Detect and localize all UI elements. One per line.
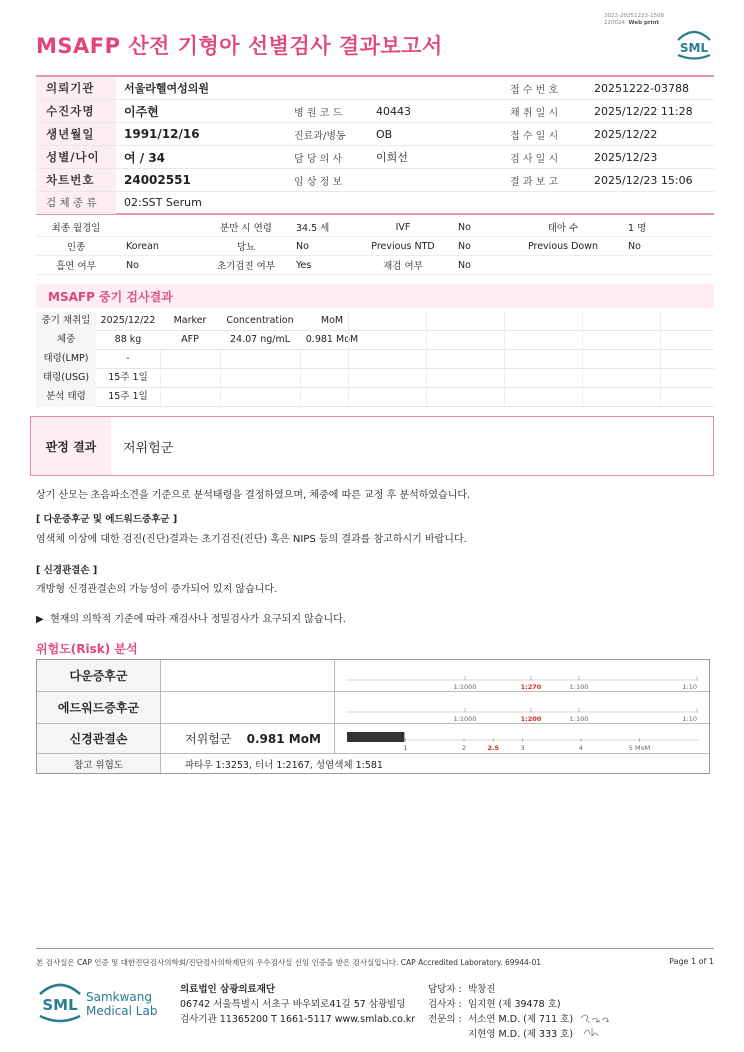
note-ntd-text: 개방형 신경관결손의 가능성이 증가되어 있지 않습니다. <box>36 584 278 595</box>
clinical-row <box>36 218 714 237</box>
top-meta-line1: 3022-20251223-1508 <box>604 13 664 19</box>
empty-grid-cell <box>660 350 714 368</box>
info-row <box>36 100 714 123</box>
clinical-value: Yes <box>296 259 312 271</box>
midterm-value: 24.07 ng/mL <box>229 333 290 345</box>
clinical-row <box>36 256 714 275</box>
info-label: 담 당 의 사 <box>294 153 343 165</box>
midterm-result-table <box>36 312 364 407</box>
staff-line <box>428 1027 573 1042</box>
risk-label-ref: 참고 위험도 <box>37 754 161 773</box>
empty-grid-cell <box>426 369 504 387</box>
ntd-mom: 0.981 MoM <box>246 731 321 746</box>
midterm-value <box>160 369 220 388</box>
scale-tick-label: 1:1000 <box>453 715 477 723</box>
footer-logo-text: SML <box>42 996 78 1014</box>
info-label: 의뢰기관 <box>36 77 116 99</box>
footer-staff <box>428 982 573 1042</box>
empty-grid <box>348 312 714 407</box>
empty-grid-cell <box>426 331 504 349</box>
scale-tick-label: 1:100 <box>569 683 589 691</box>
midterm-value: Marker <box>173 314 207 326</box>
info-row <box>36 146 714 169</box>
clinical-value: No <box>458 259 471 271</box>
footer-org <box>180 982 415 1027</box>
scale-tick-label: 3 <box>520 744 525 752</box>
empty-grid-row <box>348 350 714 369</box>
empty-grid-cell <box>660 388 714 406</box>
risk-label-down: 다운증후군 <box>37 660 161 691</box>
empty-grid-cell <box>582 369 660 387</box>
web-print-label: Web print <box>628 20 660 26</box>
empty-grid-cell <box>348 350 426 368</box>
clinical-label: Previous NTD <box>371 240 435 252</box>
staff-role: 전문의 : <box>428 1014 462 1025</box>
brand-line1: Samkwang <box>86 990 152 1004</box>
org-name: 의료법인 삼광의료재단 <box>180 984 276 995</box>
note-down-title: [ 다운증후군 및 에드워드증후군 ] <box>36 514 178 525</box>
info-label: 접 수 번 호 <box>510 84 559 96</box>
scale-tick-label: 4 <box>578 744 584 752</box>
clinical-label: 당뇨 <box>236 242 256 253</box>
midterm-value: 0.981 MoM <box>305 333 359 345</box>
staff-name: 서소연 M.D. (제 711 호) <box>468 1014 574 1025</box>
ntd-result: 저위험군 <box>185 732 232 746</box>
midterm-label: 태령(USG) <box>36 369 96 388</box>
clinical-value: No <box>296 240 309 252</box>
risk-row-edwards <box>37 692 709 724</box>
staff-line <box>428 982 573 997</box>
note-ntd-title: [ 신경관결손 ] <box>36 565 98 576</box>
empty-grid-cell <box>348 312 426 330</box>
clinical-value: No <box>458 240 471 252</box>
accreditation-note: 본 검사실은 CAP 인증 및 대한진단검사의학회/진단검사의학재단의 우수검사실 신임 인증을 받은 검사실입니다. CAP Accredited Laboratory. 69944-01 <box>36 958 542 967</box>
risk-result-edwards <box>161 692 335 723</box>
clinical-row <box>36 237 714 256</box>
staff-line <box>428 1012 573 1027</box>
judgment-box <box>30 416 714 476</box>
info-value: 2025/12/22 11:28 <box>594 104 693 118</box>
empty-grid-cell <box>426 312 504 330</box>
midterm-label: 체중 <box>36 331 96 350</box>
info-value: 이희선 <box>376 151 408 164</box>
midterm-value: 88 kg <box>114 333 142 345</box>
empty-grid-cell <box>504 388 582 406</box>
midterm-value: - <box>126 352 130 364</box>
page-number: Page 1 of 1 <box>669 957 714 966</box>
empty-grid-cell <box>582 312 660 330</box>
scale-tick-label: 5 MoM <box>628 744 651 752</box>
midterm-value <box>160 350 220 369</box>
sml-logo-icon <box>675 28 713 60</box>
midterm-value <box>220 369 300 388</box>
midterm-row <box>36 369 364 388</box>
footer-divider <box>36 948 714 949</box>
empty-grid-cell <box>348 369 426 387</box>
info-row <box>36 77 714 100</box>
midterm-value <box>160 388 220 407</box>
risk-row-down <box>37 660 709 692</box>
info-value: 1991/12/16 <box>124 127 200 141</box>
arrow-icon: ▶ <box>36 614 44 625</box>
info-value: 24002551 <box>124 173 191 187</box>
risk-row-ntd <box>37 724 709 754</box>
judgment-value: 저위험군 <box>123 440 174 456</box>
info-value: 2025/12/23 15:06 <box>594 173 693 187</box>
info-label: 병 원 코 드 <box>294 107 343 119</box>
info-value: OB <box>376 127 393 141</box>
midterm-value: 15주 1일 <box>108 390 148 402</box>
empty-grid-cell <box>660 312 714 330</box>
risk-label-ntd: 신경관결손 <box>37 724 161 753</box>
specimen-value: 02:SST Serum <box>124 196 202 209</box>
org-address: 06742 서울특별시 서초구 바우뫼로41길 57 삼광빌딩 <box>180 999 406 1010</box>
staff-name: 임지현 (제 39478 호) <box>468 999 561 1010</box>
info-row <box>36 123 714 146</box>
staff-role: 담당자 : <box>428 984 462 995</box>
empty-grid-row <box>348 331 714 350</box>
info-label: 임 상 정 보 <box>294 176 343 188</box>
info-row <box>36 169 714 192</box>
staff-line <box>428 997 573 1012</box>
info-value: 이주현 <box>124 104 159 119</box>
midterm-value <box>220 350 300 369</box>
clinical-label: 인종 <box>66 242 86 253</box>
midterm-row <box>36 350 364 369</box>
info-value: 40443 <box>376 104 411 118</box>
footer-brand <box>86 990 157 1018</box>
risk-title: 위험도(Risk) 분석 <box>36 642 138 656</box>
brand-line2: Medical Lab <box>86 1004 158 1018</box>
scale-tick-label: 1:1000 <box>453 683 477 691</box>
clinical-label: 흡연 여부 <box>56 261 96 272</box>
info-label: 결 과 보 고 <box>510 176 559 188</box>
scale-tick-label: 2.5 <box>487 744 500 752</box>
info-label: 접 수 일 시 <box>510 130 559 142</box>
top-meta <box>604 13 664 27</box>
clinical-label: 최종 월경일 <box>51 223 101 234</box>
scale-tick-label: 1:200 <box>520 715 542 723</box>
note-conclusion <box>36 610 346 625</box>
empty-grid-cell <box>504 369 582 387</box>
clinical-label: 분만 시 연령 <box>220 223 272 234</box>
empty-grid-cell <box>426 350 504 368</box>
clinical-label: Previous Down <box>527 240 599 252</box>
clinical-label: 초기검진 여부 <box>216 261 276 272</box>
empty-grid-row <box>348 388 714 407</box>
info-label: 검 사 일 시 <box>510 153 559 165</box>
info-label: 차트번호 <box>36 169 116 191</box>
info-label: 생년월일 <box>36 123 116 145</box>
empty-grid-cell <box>660 369 714 387</box>
empty-grid-cell <box>348 331 426 349</box>
empty-grid-cell <box>348 388 426 406</box>
clinical-value: 34.5 세 <box>296 223 330 234</box>
risk-label-edwards: 에드워드증후군 <box>37 692 161 723</box>
midterm-label: 중기 채취일 <box>36 312 96 331</box>
info-value: 20251222-03788 <box>594 81 689 95</box>
clinical-value: No <box>126 259 139 271</box>
judgment-label: 판정 결과 <box>31 417 111 475</box>
svg-text:SML: SML <box>679 41 709 55</box>
specimen-row <box>36 192 714 215</box>
clinical-label: 재검 여부 <box>383 261 423 272</box>
risk-row-ref <box>37 754 709 773</box>
info-value: 2025/12/22 <box>594 127 658 141</box>
empty-grid-cell <box>504 312 582 330</box>
staff-name: 박창진 <box>468 984 496 995</box>
empty-grid-cell <box>504 331 582 349</box>
section-title: MSAFP 중기 검사결과 <box>36 284 714 308</box>
risk-ref-value: 파타우 1:3253, 터너 1:2167, 성염색체 1:581 <box>185 759 383 771</box>
signature-icon <box>578 1010 618 1040</box>
staff-role: 검사자 : <box>428 999 462 1010</box>
clinical-value: No <box>628 240 641 252</box>
info-label: 진료과/병동 <box>294 130 346 142</box>
midterm-value <box>220 388 300 407</box>
midterm-label: 태령(LMP) <box>36 350 96 369</box>
risk-scale-down <box>335 660 709 691</box>
scale-tick-label: 2 <box>461 744 467 752</box>
staff-name: 지현영 M.D. (제 333 호) <box>468 1029 574 1040</box>
midterm-label: 분석 태령 <box>36 388 96 407</box>
empty-grid-row <box>348 369 714 388</box>
midterm-value: MoM <box>320 314 344 326</box>
empty-grid-cell <box>504 350 582 368</box>
top-meta-id: 220024 <box>604 20 625 26</box>
scale-tick-label: 1 <box>403 744 408 752</box>
risk-scale-edwards <box>335 692 709 723</box>
empty-grid-cell <box>582 350 660 368</box>
specimen-label: 검 체 종 류 <box>36 192 116 214</box>
empty-grid-cell <box>660 331 714 349</box>
patient-info-table <box>36 75 714 192</box>
midterm-row <box>36 331 364 350</box>
empty-grid-cell <box>582 388 660 406</box>
clinical-info-table <box>36 218 714 275</box>
midterm-row <box>36 312 364 331</box>
risk-result-down <box>161 660 335 691</box>
org-contact: 검사기관 11365200 T 1661-5117 www.smlab.co.kr <box>180 1014 416 1025</box>
risk-table <box>36 659 710 774</box>
clinical-value: 1 명 <box>628 223 647 234</box>
note-analysis: 상기 산모는 초음파소견을 기준으로 분석태령을 결정하였으며, 체중에 따른 교정 후 분석하였습니다. <box>36 490 471 501</box>
info-value: 서울라헬여성의원 <box>124 82 210 95</box>
empty-grid-row <box>348 312 714 331</box>
clinical-value: No <box>458 221 471 233</box>
midterm-value: AFP <box>181 333 199 345</box>
risk-scale-ntd <box>335 724 709 753</box>
clinical-label: 태아 수 <box>547 223 579 234</box>
scale-tick-label: 1:270 <box>520 683 542 691</box>
report-title: MSAFP 산전 기형아 선별검사 결과보고서 <box>36 34 443 58</box>
empty-grid-cell <box>582 331 660 349</box>
risk-result-ntd <box>161 724 335 753</box>
footer-sml-logo-icon <box>36 980 84 1024</box>
info-label: 성별/나이 <box>36 146 116 168</box>
info-value: 2025/12/23 <box>594 150 658 164</box>
info-label: 채 취 일 시 <box>510 107 559 119</box>
clinical-label: IVF <box>395 221 411 233</box>
scale-tick-label: 1:10 <box>682 683 697 691</box>
mom-bar <box>347 732 404 742</box>
scale-tick-label: 1:10 <box>682 715 697 723</box>
clinical-value: Korean <box>126 240 159 252</box>
note-conclusion-text: 현재의 의학적 기준에 따라 재검사나 정밀검사가 요구되지 않습니다. <box>50 614 346 625</box>
scale-tick-label: 1:100 <box>569 715 589 723</box>
info-value: 여 / 34 <box>124 150 166 165</box>
midterm-value: 15주 1일 <box>108 371 148 383</box>
info-label: 수진자명 <box>36 100 116 122</box>
note-down-text: 염색체 이상에 대한 검진(진단)결과는 초기검진(진단) 혹은 NIPS 등의 결과를 참고하시기 바랍니다. <box>36 534 467 545</box>
midterm-value: Concentration <box>226 314 294 326</box>
empty-grid-cell <box>426 388 504 406</box>
midterm-value: 2025/12/22 <box>100 314 156 326</box>
midterm-row <box>36 388 364 407</box>
